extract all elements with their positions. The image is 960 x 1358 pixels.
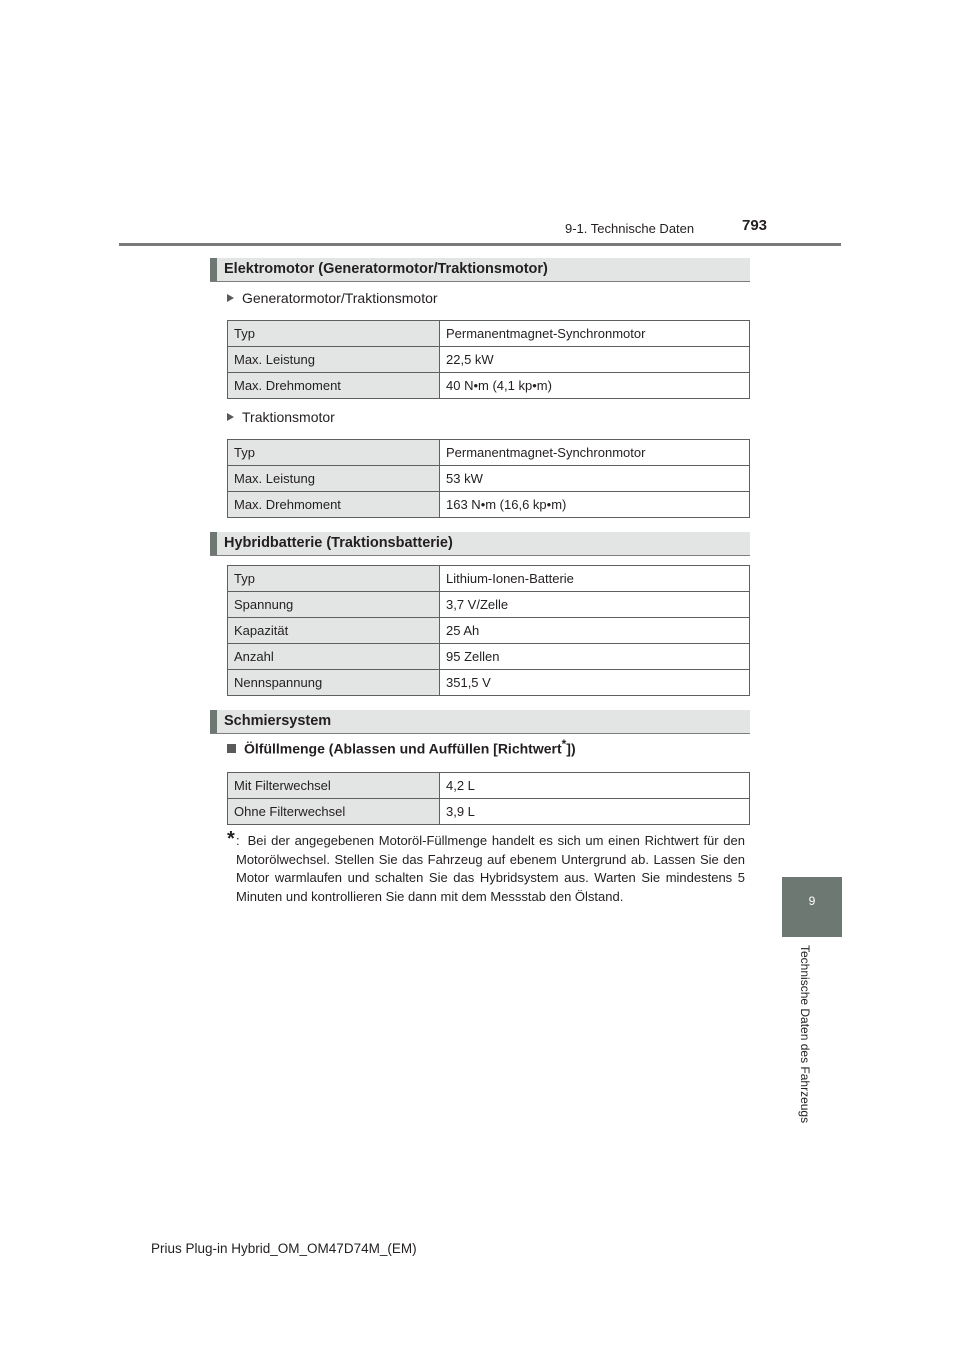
table-key: Typ (228, 566, 440, 592)
section-heading-bar (210, 710, 217, 733)
table-row (228, 618, 750, 644)
subheading-label: Traktionsmotor (242, 409, 335, 425)
table-value: 163 N•m (16,6 kp•m) (440, 492, 750, 518)
table-value: Lithium-Ionen-Batterie (440, 566, 750, 592)
section-heading-lubrication (210, 710, 750, 734)
traction-spec-table (227, 439, 750, 518)
header-rule (119, 243, 841, 246)
table-value: 25 Ah (440, 618, 750, 644)
table-key: Max. Leistung (228, 347, 440, 373)
battery-spec-table (227, 565, 750, 696)
table-key: Mit Filterwechsel (228, 773, 440, 799)
table-key: Nennspannung (228, 670, 440, 696)
oil-heading-end: ]) (566, 740, 576, 757)
table-value: 22,5 kW (440, 347, 750, 373)
table-value: 351,5 V (440, 670, 750, 696)
table-value: 53 kW (440, 466, 750, 492)
table-row (228, 566, 750, 592)
subheading-label: Generatormotor/Traktionsmotor (242, 290, 438, 306)
table-key: Anzahl (228, 644, 440, 670)
header-section-title: 9-1. Technische Daten (565, 221, 695, 236)
section-heading-battery (210, 532, 750, 556)
oil-heading-text: Ölfüllmenge (Ablassen und Auffüllen [Richtwert (244, 740, 562, 757)
table-key: Typ (228, 440, 440, 466)
section-heading-bar (210, 532, 217, 555)
table-row (228, 799, 750, 825)
oil-spec-table (227, 772, 750, 825)
table-row (228, 347, 750, 373)
chapter-title: Technische Daten des Fahrzeugs (798, 945, 812, 1124)
triangle-bullet-icon (227, 294, 234, 302)
subheading-generator (227, 290, 438, 306)
table-value: 95 Zellen (440, 644, 750, 670)
section-heading-label: Schmiersystem (224, 713, 332, 729)
section-heading-label: Hybridbatterie (Traktionsbatterie) (224, 535, 453, 551)
oil-capacity-heading (227, 737, 576, 757)
subheading-traction (227, 409, 335, 425)
table-key: Spannung (228, 592, 440, 618)
table-row (228, 321, 750, 347)
table-value: 3,7 V/Zelle (440, 592, 750, 618)
table-row (228, 492, 750, 518)
section-heading-bar (210, 258, 217, 281)
table-key: Ohne Filterwechsel (228, 799, 440, 825)
table-row (228, 773, 750, 799)
footer-document-id: Prius Plug-in Hybrid_OM_OM47D74M_(EM) (151, 1241, 417, 1256)
chapter-tab (782, 877, 842, 937)
generator-spec-table (227, 320, 750, 399)
table-row (228, 466, 750, 492)
table-value: Permanentmagnet-Synchronmotor (440, 440, 750, 466)
table-value: 3,9 L (440, 799, 750, 825)
table-key: Typ (228, 321, 440, 347)
table-key: Max. Leistung (228, 466, 440, 492)
triangle-bullet-icon (227, 413, 234, 421)
table-row (228, 644, 750, 670)
section-heading-label: Elektromotor (Generatormotor/Traktionsmotor) (224, 261, 548, 277)
table-row (228, 373, 750, 399)
table-value: Permanentmagnet-Synchronmotor (440, 321, 750, 347)
footnote-text: Bei der angegebenen Motoröl-Füllmenge handelt es sich um einen Richtwert für den Motorölwechsel. Stellen Sie das Fahrzeug auf ebenem Untergrund ab. Lassen Sie den Motor warmlaufen und schalten Sie das Hybridsystem aus. Warten Sie mindestens 5 Minuten und kontrollieren Sie dann mit dem Messstab den Ölstand. (236, 833, 745, 904)
table-value: 40 N•m (4,1 kp•m) (440, 373, 750, 399)
table-key: Kapazität (228, 618, 440, 644)
table-value: 4,2 L (440, 773, 750, 799)
square-bullet-icon (227, 744, 236, 753)
table-row (228, 670, 750, 696)
table-key: Max. Drehmoment (228, 492, 440, 518)
chapter-side-label (798, 945, 818, 1145)
footnote-body: : Bei der angegebenen Motoröl-Füllmenge handelt es sich um einen Richtwert für den Motorölwechsel. Stellen Sie das Fahrzeug auf ebenem Untergrund ab. Lassen Sie den Motor warmlaufen und schalten Sie das Hybridsystem aus. Warten Sie mindestens 5 Minuten und kontrollieren Sie dann mit dem Messstab den Ölstand. (236, 833, 745, 904)
table-row (228, 440, 750, 466)
table-key: Max. Drehmoment (228, 373, 440, 399)
table-row (228, 592, 750, 618)
chapter-number: 9 (808, 894, 816, 908)
section-heading-motor (210, 258, 750, 282)
page-number: 793 (742, 217, 768, 234)
footnote-reference: * (561, 737, 567, 751)
footnote-mark: * (227, 828, 235, 850)
